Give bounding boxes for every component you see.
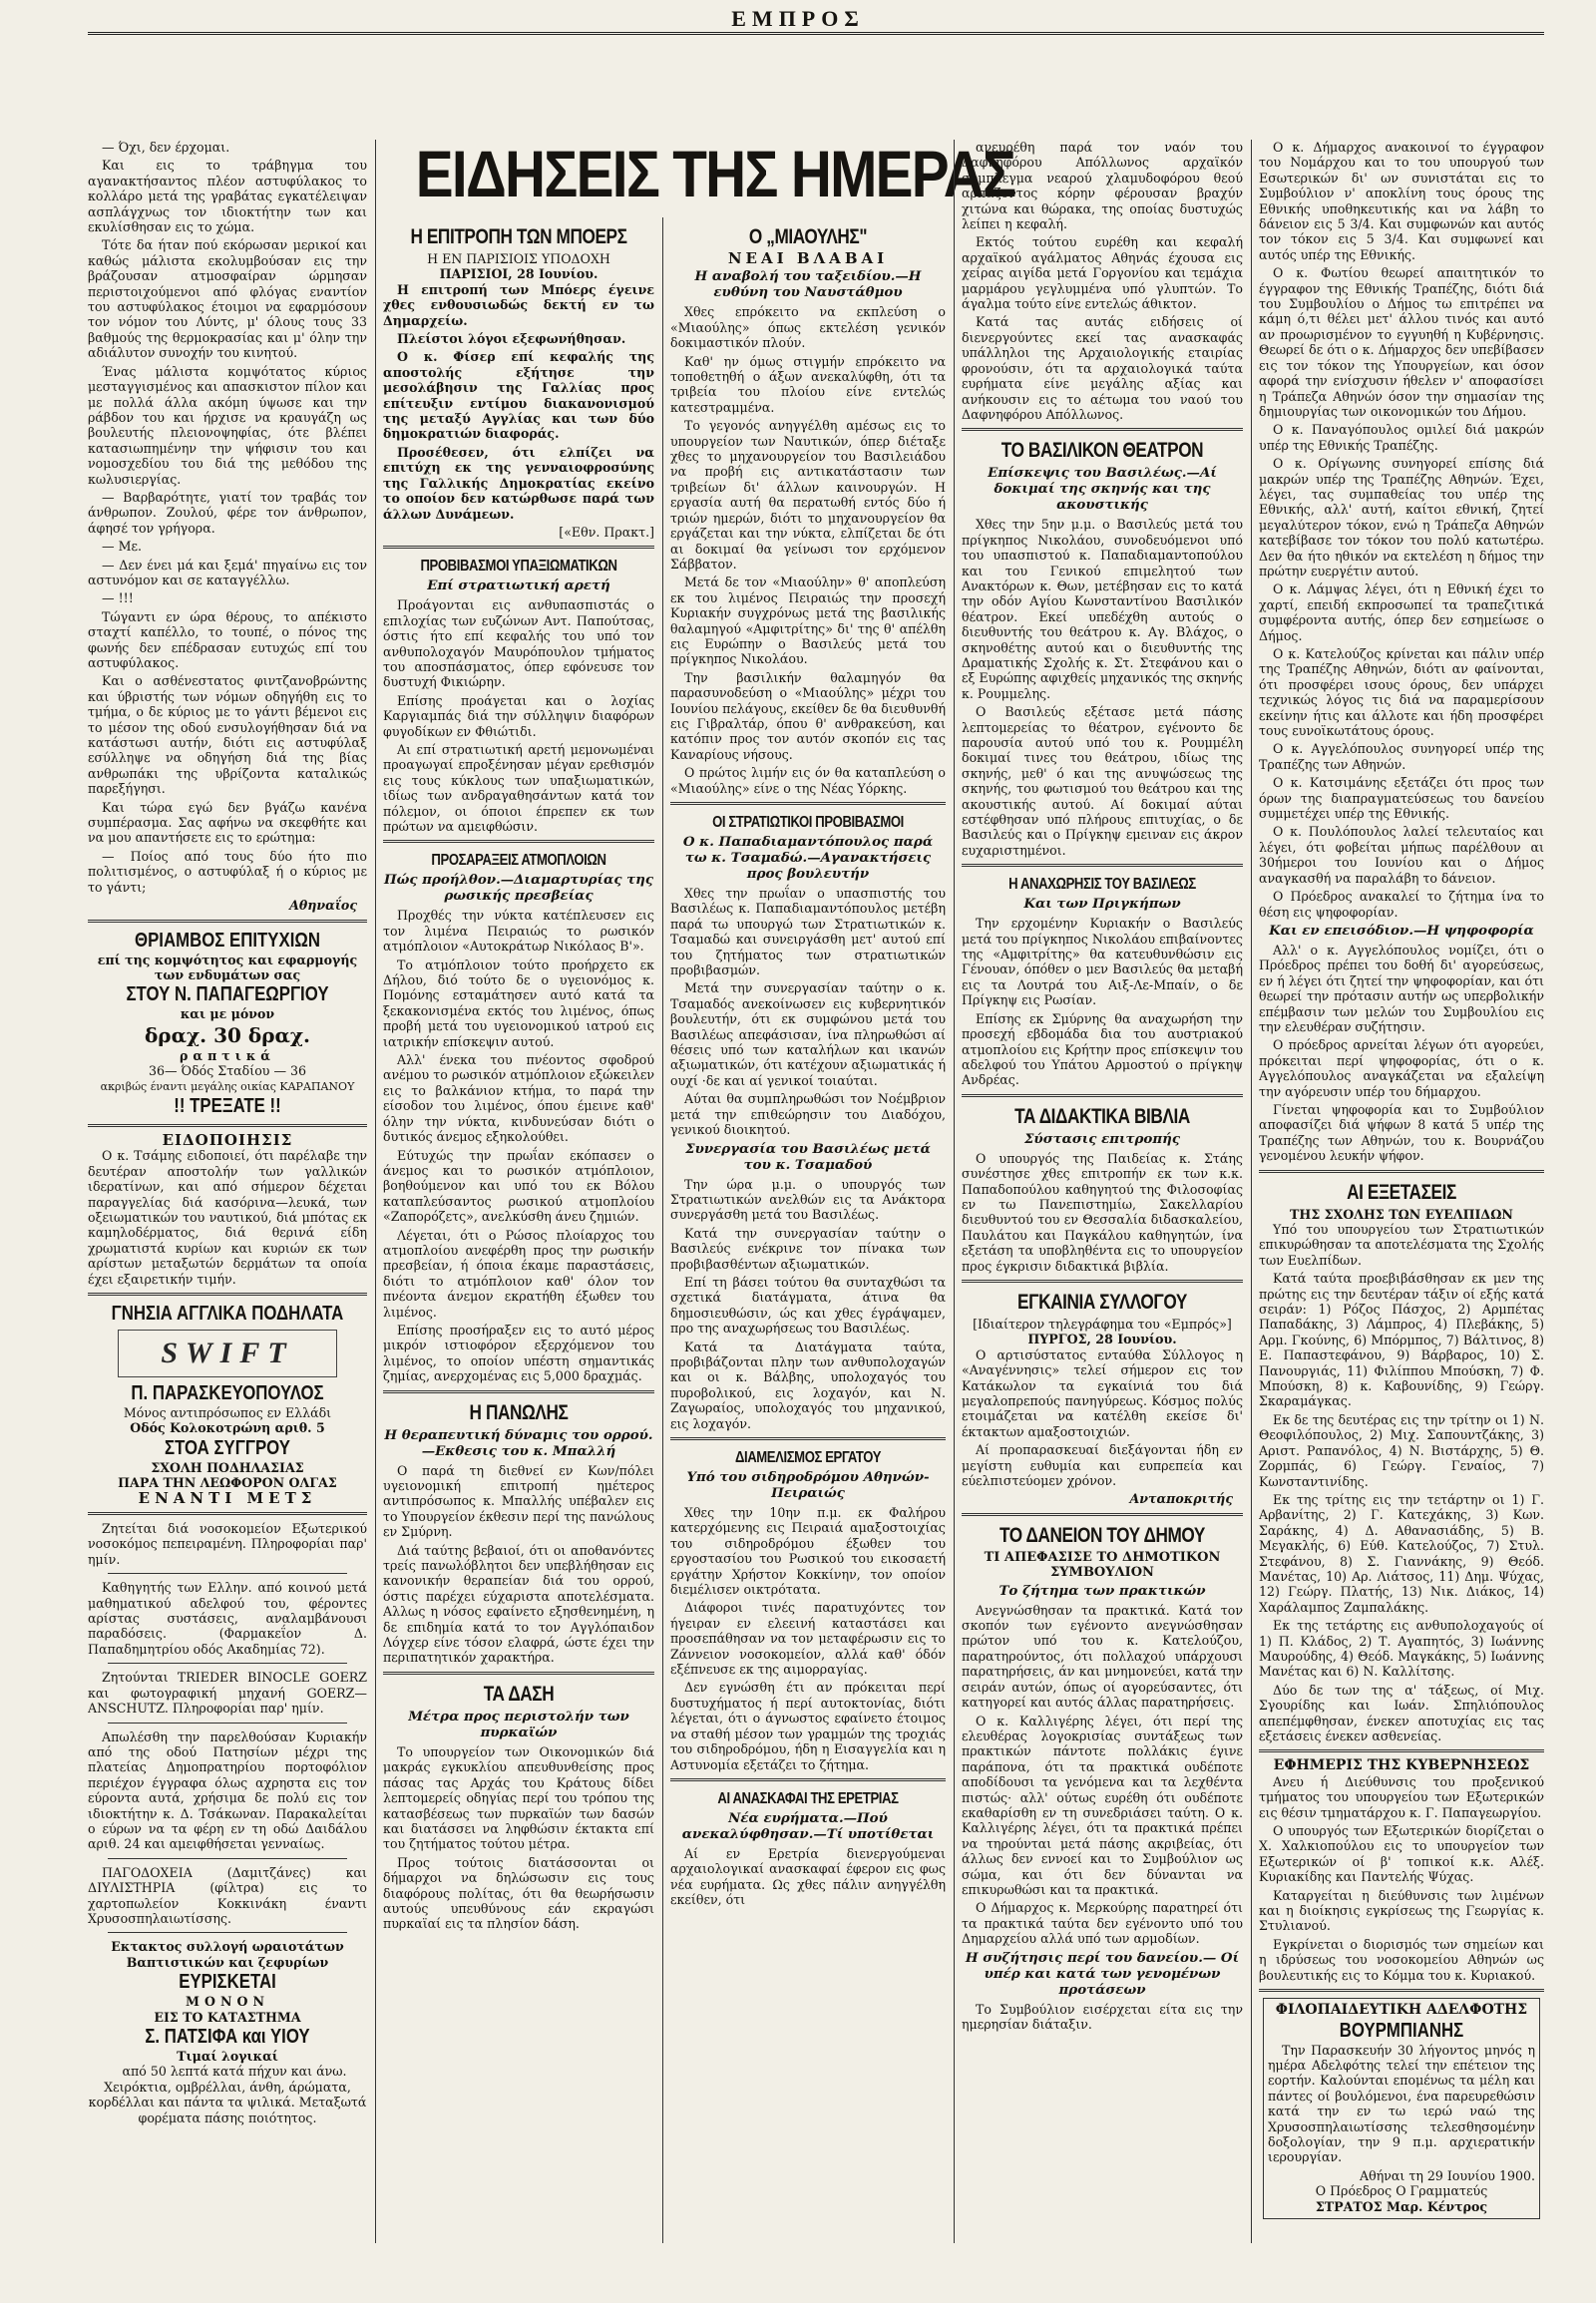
ad-line: Οδός Κολοκοτρώνη αριθ. 5 (130, 1420, 325, 1436)
article-paragraph: — Δεν ένει μά και ξεμά' πηγαίνω εις τον αστυνόμον και σε καταγγέλλω. (88, 557, 367, 587)
article-paragraph: Τότε δα ήταν πού εκόρωσαν μερικοί και καθώς μάλιστα εκολυμβούσαν εις την βράζουσαν ατμοσφαίραν ώρμησαν περιστοιχούμενοι από φλόγας εναντίον του αστυφύλακος έτοιμοι να εφαρμόσουν τον νόμον του Λύντς, μ' όλους τους 33 βαθμούς της θερμοκρασίας και μ' όλην την αδιάλυτον συνοχήν του κινητού. (88, 237, 367, 361)
article-paragraph: Και τώρα εγώ δεν βγάζω κανένα συμπέρασμα. Σας αφήνω να σκεφθήτε και να μου απαντήσετε εις το ερώτημα: (88, 799, 367, 846)
column-2 (383, 217, 654, 2252)
article-paragraph: Εγκρίνεται ο διορισμός των σημείων και η ιδρύσεως του νοσοκομείου Αθηνών ως βουλευτικής εις το Κόμμα του κ. Κυριακού. (1259, 1936, 1544, 1983)
subheadline: Και των Πριγκήπων (1023, 896, 1181, 913)
small-ad: ΜΟΝΟΝ (186, 1994, 269, 2010)
divider (962, 1280, 1243, 1283)
headline-new-damages: ΝΕΑΙ ΒΛΑΒΑΙ (727, 249, 889, 267)
article-paragraph: Και εις το τράβηγμα του αγανακτήσαντος πλέον αστυφύλακος το κολλάρο μετά της γραβάτας εγκατέλειψαν ασπλάγχνως τον ιδιοκτήτην των και εκυλίσθησαν εις το χώμα. (88, 158, 367, 235)
ad-address: 36— Όδός Σταδίου — 36 (148, 1063, 307, 1079)
article-paragraph: Χθες επρόκειτο να εκπλεύση ο «Μιαούλης» όπως εκτελέση γενικόν δοκιμαστικόν πλούν. (670, 304, 946, 351)
article-signature: Ανταποκριτής (1129, 1491, 1233, 1507)
subheadline: Η συζήτησις περί του δανείου.— Οί υπέρ και κατά των γενομένων προτάσεων (965, 1949, 1240, 1998)
article-paragraph: Δεν εγνώσθη έτι αν πρόκειται περί δυστυχήματος ή περί αυτοκτονίας, διότι λέγεται, ότι ο άγνωστος εφαίνετο έτοιμος να σταθή μέσον των γραμμών της τροχιάς του σιδηροδρόμου, ήδη η Εισαγγελία και η Αστυνομία εξετάζει το ζήτημα. (670, 1680, 946, 1772)
divider (108, 1663, 347, 1664)
notice-title: ΦΙΛΟΠΑΙΔΕΥΤΙΚΗ ΑΔΕΛΦΟΤΗΣ (1275, 2002, 1528, 2019)
subheadline: Ο κ. Παπαδιαμαντόπουλος παρά τω κ. Τσαμαδώ.—Αγανακτήσεις προς βουλευτήν (682, 834, 934, 882)
headline-municipal-loan: ΤΟ ΔΑΝΕΙΟΝ ΤΟΥ ΔΗΜΟΥ (999, 1523, 1205, 1547)
article-paragraph: — Ποίος από τους δύο ήτο πιο πολιτισμένος, ο αστυφύλαξ ή ο κύριος με το γάντι; (88, 848, 367, 895)
ad-line: και με μόνον (180, 1006, 275, 1022)
small-ad: Ζητούνται TRIEDER BINOCLE GOERZ και φωτογραφική μηχανή GOERZ—ANSCHUTZ. Πληροφορίαι παρ' ημίν. (88, 1670, 367, 1717)
article-paragraph: — Με. (102, 539, 143, 555)
article-paragraph: Αλλ' ένεκα του πνέοντος σφοδρού ανέμου το ρωσικόν ατμόπλοιον εξώκειλεν εις το βαλκάνιον κτήμα, το παρά την είσοδον του λιμένος, όπου έμεινε καθ' όλην την νύκτα, κινδυνεύσαν διότι ο δυτικός άνεμος εξηκολούθει. (383, 1052, 654, 1145)
headline-military-promotions: ΟΙ ΣΤΡΑΤΙΩΤΙΚΟΙ ΠΡΟΒΙΒΑΣΜΟΙ (712, 814, 904, 831)
article-paragraph: Λέγεται, ότι ο Ρώσος πλοίαρχος του ατμοπλοίου ανεφέρθη προς την ρωσικήν πρεσβείαν, ή όποια έκαμε παραστάσεις, διότι το ατμόπλοιον καθ' όλον τον πνέοντα άνεμον εκρατήθη έξωθεν του λιμένος. (383, 1227, 654, 1320)
headline-textbooks: ΤΑ ΔΙΔΑΚΤΙΚΑ ΒΙΒΛΙΑ (1014, 1104, 1190, 1128)
small-ad: Καθηγητής των Ελλην. από κοινού μετά μαθηματικού αδελφού του, φέροντες αρίστας συστάσεις, αναλαμβάνουσι παραδόσεις. (Φαρμακεΐον Δ. Παπαδημητρίου οδός Ακαδημίας 72). (88, 1580, 367, 1657)
article-paragraph: Μετά την συνεργασίαν ταύτην ο κ. Τσαμαδός ανεκοίνωσεν εις κυβερνητικόν βουλευτήν, ότι εκ συμφώνου μετά του Βασιλέως απεφάσισαν, ίνα πληρωθώσι αί θέσεις υπό των καταλήλων και ικανών αξιωματικών, ότι κατέχουν αξιωματικάς ή ουχί ·δε και αί γενικοί τοιαύται. (670, 980, 946, 1088)
ad-call-to-action: !! ΤΡΕΞΑΤΕ !! (174, 1094, 281, 1117)
masthead (0, 0, 1596, 118)
headline-royal-theatre: ΤΟ ΒΑΣΙΛΙΚΟΝ ΘΕΑΤΡΟΝ (1000, 439, 1204, 463)
swift-logo: SWIFT (118, 1330, 337, 1377)
divider (383, 1390, 654, 1393)
subheadline: Η θεραπευτική δύναμις του ορρού.—Εκθεσις του κ. Μπαλλή (384, 1426, 653, 1459)
article-paragraph: Ο κ. Δήμαρχος ανακοινοί το έγγραφον του Νομάρχου και το του υπουργού των Εσωτερικών δι' ων συνιστάται εις το Συμβούλιον ν' αποκλίνη τους όρους της Εθνικής υποθηκευτικής και να λάβη το δάνειον εις 5 3/4. Και συμφωνών και αυτός τον τόκον εις 5 3/4. Και συμφωνεί και αυτός υπέρ της Εθνικής. (1259, 140, 1544, 262)
subheadline: Η ΕΝ ΠΑΡΙΣΙΟΙΣ ΥΠΟΔΟΧΗ (427, 251, 610, 266)
small-ad: Ζητείται διά νοσοκομείον Εξωτερικού νοσοκόμος πεπειραμένη. Πληροφορίαι παρ' ημίν. (88, 1521, 367, 1567)
article-paragraph: Προάγονται εις ανθυπασπιστάς ο επιλοχίας των ευζώνων Αντ. Παπούτσας, όστις ήτο επί κεφαλής του υπό τον ανθυπολοχαγόν Μαυρόπουλον τμήματος του αποσπάσματος, όπερ εφόνευσε τον δυστυχή Φικιώρην. (383, 597, 654, 690)
column-divider (375, 140, 376, 2243)
article-paragraph: Ο υπουργός των Εξωτερικών διορίζεται ο Χ. Χαλκιοπούλου εις το υπουργείον των Εξωτερικών οί β' τοπικοί κ.κ. Αλέξ. Κυριακίδης και Παντελής Ψύχας. (1259, 1823, 1544, 1885)
article-paragraph: Ο αρτισύστατος ενταύθα Σύλλογος η «Αναγέννησις» τελεί σήμερον εις τον Κατάκωλον τα εγκαίνιά του διά μεγαλοπρεπούς πανηγύρεως. Κόσμος πολύς ετοιμάζεται να κατέλθη εκείσε δι' έκτακτων αμαξοστοιχιών. (962, 1346, 1243, 1439)
article-paragraph: Εκτός τούτου ευρέθη και κεφαλή αρχαϊκού αγάλματος Αθηνάς έχουσα εις χείρας αιγίδα μετά Γοργονίου και τεμάχια μαρμάρου γεγλυμμένα υπό γλυπτών. Το άγαλμα τούτο είνε εντελώς άθικτον. (962, 234, 1243, 312)
divider (962, 1513, 1243, 1516)
article-paragraph: Ο κ. Αγγελόπουλος συνηγορεί υπέρ της Τραπέζης των Αθηνών. (1259, 741, 1544, 772)
article-paragraph: Χθες την πρωΐαν ο υπασπιστής του Βασιλέως κ. Παπαδιαμαντόπουλος μετέβη παρά τω υπουργώ των Στρατιωτικών κ. Τσαμαδώ και συνειργάσθη μετ' αυτού επί του ζητήματος των στρατιωτικών προβιβασμών. (670, 886, 946, 978)
notice-title: ΒΟΥΡΜΠΙΑΝΗΣ (1339, 2019, 1464, 2042)
article-paragraph: Εκ δε της δευτέρας εις την τρίτην οι 1) Ν. Θεοφιλόπουλος, 2) Μιχ. Σαπουντζάκης, 3) Αριστ. Ραπανόλος, 4) Ν. Βιστάρχης, 5) Θ. Ζορμπάς, 6) Γεώργ. Γεναίος, 7) Κωνσταντινίδης. (1259, 1411, 1544, 1489)
article-paragraph: Την ερχομένην Κυριακήν ο Βασιλεύς μετά του πρίγκηπος Νικολάου επιβαίνοντες της «Αμφιτρίτης» θα κατευθυνθώσιν εις Γένουαν, όπόθεν ο μεν Βασιλεύς θα μεταβή εις τα Λουτρά του Αιξ-Λε-Μπαίν, ο δε Πρίγκηψ εις Ρωσίαν. (962, 916, 1243, 1008)
subheadline: Υπό του σιδηροδρόμου Αθηνών-Πειραιώς (686, 1469, 930, 1501)
subheadline: Πώς προήλθον.—Διαμαρτυρίας της ρωσικής πρεσβείας (383, 872, 654, 905)
subheadline: Επί στρατιωτική αρετή (427, 577, 610, 594)
ad-line: ΕΝΑΝΤΙ ΜΕΤΣ (138, 1488, 317, 1507)
article-paragraph: Ο πρόεδρος αρνείται λέγων ότι αγορεύει, πρόκειται περί ψηφοφορίας, ότι ο κ. Αγγελόπουλος αναγκάζεται να εξαλείψη την αγόρευσιν υπέρ του δήμαρχου. (1259, 1037, 1544, 1099)
article-paragraph: Επί τη βάσει τούτου θα συνταχθώσι τα σχετικά διατάγματα, άτινα θα δημοσιευθώσιν, ώς και χθες έγράψαμεν, προ της αναχωρήσεως του Βασιλέως. (670, 1274, 946, 1337)
article-paragraph: Αύται θα συμπληρωθώσι τον Νοέμβριον μετά την επιθεώρησιν του Διαδόχου, γενικού διοικητού. (670, 1091, 946, 1138)
notice-names: ΣΤΡΑΤΟΣ Μαρ. Κέντρος (1315, 2198, 1488, 2214)
divider (962, 428, 1243, 431)
article-paragraph: Μετά δε τον «Μιαούλην» θ' αποπλεύση εκ του λιμένος Πειραιώς την προσεχή Κυριακήν συγχρόνως μετά της βασιλικής θαλαμηγού «Αμφιτρίτης» δι' της θ' απέλθη εις Ευρώπην ο Βασιλεύς μετά του πρίγκηπος Νικολάου. (670, 575, 946, 667)
column-3 (670, 217, 946, 2252)
ad-name: Π. ΠΑΡΑΣΚΕΥΟΠΟΥΛΟΣ (131, 1382, 324, 1404)
headline-forests: ΤΑ ΔΑΣΗ (483, 1682, 555, 1706)
article-paragraph: Προσέθεσεν, ότι ελπίζει να επιτύχη εκ της γενναιοφροσύνης της Γαλλικής Δημοκρατίας εκείνο το οποίον δεν κατώρθωσε παρά των άλλων Δυνάμεων. (383, 444, 654, 522)
headline-plague: Η ΠΑΝΩΛΗΣ (469, 1400, 569, 1424)
article-paragraph: Αί εν Ερετρία διενεργούμεναι αρχαιολογικαί ανασκαφαί έφερον εις φως νέα ευρήματα. Ως χθες πάλιν ανηγγέλθη εκείθεν, ότι (670, 1845, 946, 1908)
small-ad: Απωλέσθη την παρελθούσαν Κυριακήν από της οδού Πατησίων μέχρι της πλατείας Δημοπρατηρίου πορτοφόλιον περιέχον έγγραφα όλως αχρηστα εις τον εύροντα αυτά, χρήσιμα δε πολύ εις τον ιδιοκτήτην κ. Δ. Τσάκωναν. Παρακαλείται ο εύρων να τα φέρη εν τη οδώ Δαιδάλου αριθ. 24 και αμειφθήσεται γενναίως. (88, 1728, 367, 1852)
article-paragraph: Ο κ. Ορίγωνης συνηγορεί επίσης διά μακρών υπέρ της Τραπέζης Αθηνών. Έχει, λέγει, τας συμπαθείας του υπέρ της Εθνικής, αλλ' αυτή, καίτοι εθνική, ζητεί μεγαλύτερον τόκον, ενώ η Τράπεζα Αθηνών κατεβίβασε τον τόκον του πολύ κατωτέρω. Δεν θα ήτο ηθικόν να εκτελέση η δήμος την πρώτην ευεργέτιν αυτού. (1259, 456, 1544, 578)
article-paragraph: Προς τούτοις διατάσσονται οι δήμαρχοι να δηλώσωσιν εις τους διαφόρους πολίτας, ότι θα θεωρήσωσιν αυτούς υπευθύνους εάν εκραγώσι πυρκαϊαί εις τα πλησίον δάση. (383, 1854, 654, 1932)
divider (962, 1094, 1243, 1097)
article-paragraph: Ο κ. Παναγόπουλος ομιλεί διά μακρών υπέρ της Εθνικής Τραπέζης. (1259, 422, 1544, 453)
divider (88, 920, 367, 923)
notice-date: Αθήναι τη 29 Ιουνίου 1900. (1360, 2167, 1535, 2183)
article-paragraph: — Βαρβαρότητε, γιατί τον τραβάς τον άνθρωπον. Ζουλού, φέρε τον άνθρωπον, άφησέ τον γρήγορα. (88, 489, 367, 536)
ad-line: ΣΤΟΥ Ν. ΠΑΠΑΓΕΩΡΓΙΟΥ (126, 983, 329, 1006)
article-paragraph: Το Συμβούλιον εισέρχεται είτα εις την ημερησίαν διάταξιν. (962, 2001, 1243, 2032)
ad-line: ραπτικά (180, 1047, 275, 1063)
column-5 (1259, 140, 1544, 2254)
article-paragraph: Επίσης προσήραξεν εις το αυτό μέρος μικρόν ιστιοφόρον εξερχόμενον του λιμένος, το οποίον υπέστη σημαντικάς ζημίας, ανερχομένας εις 5,000 δραχμάς. (383, 1322, 654, 1384)
ad-line: Μόνος αντιπρόσωπος εν Ελλάδι (123, 1405, 332, 1420)
article-paragraph: Διά ταύτης βεβαιοί, ότι οι αποθανόντες τρείς πανωλόβλητοι δεν υπεβλήθησαν εις κανονικήν θεραπείαν διά του ορρού, όστις παρέχει εύχαριστα αποτελέσματα. Αλλως η νόσος εφαίνετο εξησθενημένη, η δε επιδημία κατά το τον Αγγλόπαιδον Λόγχερ είνε τόσον ελαφρά, ώστε έχει την περιπατητικόν χαρακτήρα. (383, 1542, 654, 1666)
column-divider (1251, 140, 1252, 2243)
advertisement-notice (88, 1130, 367, 1287)
headline-boers: Η ΕΠΙΤΡΟΠΗ ΤΩΝ ΜΠΟΕΡΣ (410, 225, 627, 248)
article-paragraph: ανευρέθη παρά τον ναόν του Δαφνηφόρου Απόλλωνος αρχαϊκόν σύμπλεγμα νεαρού χλαμυδοφόρου θεού αρπάζοντος κόρην φέρουσαν βραχύν χιτώνα και θώρακα, της οποίας δυστυχώς λείπει η κεφαλή. (962, 140, 1243, 232)
article-paragraph: Εύτυχώς την πρωΐαν εκόπασεν ο άνεμος και το ρωσικόν ατμόπλοιον, βοηθούμενον και υπό του εκ Βόλου καταπλεύσαντος ρωσικού ατμοπλοίου «Ζαπορόζετς», ανελκύσθη άνευ ζημιών. (383, 1147, 654, 1225)
divider (1259, 1170, 1544, 1173)
article-paragraph: Εκ της τρίτης εις την τετάρτην οι 1) Γ. Αρβανίτης, 2) Γ. Κατεχάκης, 3) Κων. Σαράκης, 4) Δ. Αθανασιάδης, 5) Β. Μεγακλής, 6) Εύθ. Κατελούζος, 7) Στυλ. Στεφάνου, 8) Σ. Γιαννάκης, 9) Θεόδ. Μανέτας, 10) Αρ. Λιάτσος, 11) Δημ. Ψύχας, 12) Γεώργ. Πλατής, 13) Νικ. Διάκος, 14) Χαράλαμπος Ζαμπαλάκης. (1259, 1491, 1544, 1615)
article-paragraph: Εκ της τετάρτης εις ανθυπολοχαγούς οί 1) Π. Κλάδος, 2) Τ. Αγαπητός, 3) Ιωάννης Μαυρούδης, 4) Θεόδ. Μαγκάκης, 5) Ιωάννης Μανέτας και 6) Ν. Καλλίτσης. (1259, 1618, 1544, 1680)
column-divider (954, 140, 955, 2243)
ad-line: ΠΑΡΑ ΤΗΝ ΛΕΩΦΟΡΟΝ ΟΛΓΑΣ (118, 1475, 337, 1491)
headline-king-departure: Η ΑΝΑΧΩΡΗΣΙΣ ΤΟΥ ΒΑΣΙΛΕΩΣ (1008, 876, 1196, 894)
subheadline: Το ζήτημα των πρακτικών (998, 1582, 1206, 1599)
ad-title: ΘΡΙΑΜΒΟΣ ΕΠΙΤΥΧΙΩΝ (135, 929, 320, 952)
article-paragraph: Προχθές την νύκτα κατέπλευσεν εις τον λιμένα Πειραιώς το ρωσικόν ατμόπλοιον «Αυτοκράτωρ Νικόλαος Β'». (383, 908, 654, 955)
article-paragraph: Ο κ. Φωτίου θεωρεί απαιτητικόν το έγγραφον της Εθνικής Τραπέζης, διότι διά του Συμβουλίου ο Δήμος τω επιτρέπει να κάμη ό,τι θέλει μετ' άλλου τινός και αυτό αν προωρισμένον το εγγυηθή η Κυβέρνησις. Θεωρεί δε ότι ο κ. Δήμαρχος δεν υπεβίβασεν εις τον τόκον της Υπουργείων, και όσον αφορά την ενίσχυσιν ήθελεν ν' αποφασίσει η Τράπεζα Αθηνών όσον την σημασίαν της δημιουργίας των οικονομικών του Δήμου. (1259, 265, 1544, 419)
article-paragraph: Γίνεται ψηφοφορία και το Συμβούλιον αποφασίζει διά ψήφων 8 κατά 5 υπέρ της Τραπέζης των Αθηνών, του κ. Βουρνάζου γενομένου λευκήν ψήφον. (1259, 1101, 1544, 1164)
article-paragraph: Δύο δε των της α' τάξεως, οί Μιχ. Σγουρίδης και Ιωάν. Σπηλιόπουλος απεπέμφθησαν, ένεκεν αποτυχίας εις τας εξετάσεις ένεκεν ασθενείας. (1259, 1682, 1544, 1743)
article-paragraph: — !!! (102, 590, 134, 606)
headline-society-opening: ΕΓΚΑΙΝΙΑ ΣΥΛΛΟΓΟΥ (1017, 1290, 1187, 1314)
article-paragraph: Αι επί στρατιωτική αρετή μεμονωμέναι προαγωγαί επροξένησαν μέγαν ερεθισμόν εις τους κύκλους των υπαξιωματικών, ιδίως των ανδραγαθησάντων κατά τον πόλεμον, οι όποιοι έπρεπεν εκ των πρώτων να αμειφθώσιν. (383, 741, 654, 834)
small-ad: ΕΥΡΙΣΚΕΤΑΙ (179, 1971, 276, 1994)
small-ad: Σ. ΠΑΤΣΙΦΑ και ΥΙΟΥ (145, 2026, 310, 2048)
divider (962, 864, 1243, 867)
divider (1259, 1749, 1544, 1752)
article-paragraph: Ανευ ή Διεύθυνσις του προξενικού τμήματος του υπουργείου των Εξωτερικών εις θέσιν τμηματάρχου κ. Γ. Παπαγεωργίου. (1259, 1773, 1544, 1820)
subheadline: Σύστασις επιτροπής (1023, 1130, 1181, 1147)
article-paragraph: Ο παρά τη διεθνεί εν Κων/πόλει υγειονομική επιτροπή ημέτερος αντιπρόσωπος κ. Μπαλλής υπέβαλεν εις το Υπουργείον έκθεσιν περί της πανώλους εν Σμύρνη. (383, 1462, 654, 1540)
article-paragraph: Και ο ασθένεστατος φιντζανοβρώντης και ύβριστής των νόμων οδηγήθη εις το τμήμα, ο δε κύριος με το γάντι βέμενοι εις το μέσον της οδού ενσυλογήθησαν διά να κατάστωσι αυτήν, διότι εις αστυφύλαξ εσύλληψε να οδηγήση διά της βίας ανθρωπάκι της υβρίζοντα καταλικώς παρεξήγησι. (88, 673, 367, 797)
article-paragraph: Καταργείται η διεύθυνσις των λιμένων και η διοίκησις εγκρίσεως της Γεωργίας κ. Στυλιανού. (1259, 1887, 1544, 1934)
article-paragraph: Ο κ. Κατελούζος κρίνεται και πάλιν υπέρ της Τραπέζης Αθηνών, διότι αν φαίνονται, ότι προσφέρει ισους όρους, δεν υπάρχει τεχνικώς λόγος τις διά να παραμερίσουν εκείνην ήτις και άλλοτε και ήδη προσφέρει τους ευνοϊκωτάτους όρους. (1259, 646, 1544, 739)
advertisement-bicycles (88, 1302, 367, 1506)
notice-signatories: Ο Πρόεδρος Ο Γραμματεύς (1315, 2183, 1488, 2199)
divider (383, 840, 654, 843)
article-paragraph: Τώγαντι εν ώρα θέρους, το απέκιστο σταχτί καπέλλο, το τουπέ, ο πόνος της φωνής δεν επέδρασαν ευτυχώς επί του αστυφύλακος. (88, 608, 367, 670)
news-agency-credit: [«Εθν. Πρακτ.] (559, 524, 654, 540)
article-paragraph: Την ώρα μ.μ. ο υπουργός των Στρατιωτικών ανελθών εις τα Ανάκτορα συνεργάσθη μετά του Βασιλέως. (670, 1176, 946, 1223)
article-paragraph: Αί προπαρασκευαί διεξάγονται ήδη εν μεγίστη ευθυμία και ευπρεπεία και εύελπιστεύομεν χρόνον. (962, 1442, 1243, 1489)
headline-worker: ΔΙΑΜΕΛΙΣΜΟΣ ΕΡΓΑΤΟΥ (734, 1449, 882, 1466)
ad-line: επί της κομψότητος και εφαρμογής των ενδυμάτων σας (97, 952, 358, 982)
article-paragraph: Χθες την 10ην π.μ. εκ Φαλήρου κατερχόμενης εις Πειραιά αμαξοστοιχίας του σιδηροδρόμου έξωθεν του εργοστασίου του Ρωσικού του εικοσαετή εργάτην Χρήστον Κοκκίνην, τον οποίον διεμέλισεν οικτρότατα. (670, 1505, 946, 1598)
small-ad: Εκτακτος συλλογή ωραιοτάτων Βαπτιστικών και ζεφυρίων (111, 1939, 344, 1970)
article-paragraph: Επίσης εκ Σμύρνης θα αναχωρήση την προσεχή εβδομάδα δια του αυστριακού ατμοπλοίου εις Κρήτην προς επίσκεψιν του αδελφού του Υπάτου Αρμοστού ο πρίγκηψ Ανδρέας. (962, 1010, 1243, 1088)
small-ad: ΕΙΣ ΤΟ ΚΑΤΑΣΤΗΜΑ (154, 2009, 301, 2025)
article-paragraph: Ο υπουργός της Παιδείας κ. Στάης συνέστησε χθες επιτροπήν εκ των κ.κ. Παπαδοπούλου καθηγητού της Φιλοσοφίας εν τω Πανεπιστημίω, Σακελλαρίου διευθυντού του εν Θεσσαλία διδασκαλείου, Παυλάτου και Παγκάλου καθηγητών, ίνα εξετάση τα υποβληθέντα εις το υπουργείον προς έγκρισιν διδακτικά βιβλία. (962, 1150, 1243, 1274)
article-paragraph: Χθες την 5ην μ.μ. ο Βασιλεύς μετά του πρίγκηπος Νικολάου, συνοδευόμενοι υπό του υπασπιστού κ. Παπαδιαμαντοπούλου και του Γενικού επιμελητού των Ανακτόρων κ. Θων, μετέβησαν εις το κατά την οδόν Αγίου Κωνσταντίνου Βασιλικόν θέατρον. Εκεί υπεδέχθη αυτούς ο διευθυντής του θεάτρου κ. Αγ. Βλάχος, ο σκηνοθέτης αυτού και ο διευθυντής της Δραματικής Σχολής κ. Στ. Στεφάνου και ο εξ Ευρώπης αφιχθείς μηχανικός της σκηνής κ. Ρουμμελης. (962, 517, 1243, 701)
article-paragraph: Ο πρώτος λιμήν εις όν θα καταπλεύση ο «Μιαούλης» είνε ο της Νέας Υόρκης. (670, 765, 946, 796)
article-paragraph: — Όχι, δεν έρχομαι. (102, 140, 230, 155)
article-paragraph: Κατά τας αυτάς ειδήσεις οί διενεργούντες εκεί τας ανασκαφάς υπάλληλοι της Αρχαιολογικής εταιρίας φρονούσιν, ότι τα αρχαιολογικά ταύτα ευρήματα είνε μεγάλης αξίας και ανήκουσιν εις το αέτωμα του ναού του Δαφνηφόρου Απόλλωνος. (962, 314, 1243, 422)
divider (108, 1932, 347, 1933)
divider (108, 1573, 347, 1574)
subheadline: Συνεργασία του Βασιλέως μετά του κ. Τσαμαδού (685, 1140, 931, 1173)
notice-text: Την Παρασκευήν 30 λήγοντος μηνός η ημέρα Αδελφότης τελεί την επέτειον της εορτήν. Καλούνται επομένως τα μέλη και πάντες οί βουλόμενοι, ένα παρευρεθώσιν κατά την εν τω ιερώ ναώ της Χρυσοσπηλαιωτίσσης τελεσθησομένην δοξολογίαν, την 9 π.μ. αρχιερατικήν ιερουργίαν. (1268, 2042, 1535, 2165)
top-rule (88, 32, 1544, 35)
divider (88, 1293, 367, 1296)
article-signature: Αθηναΐος (289, 898, 357, 914)
article-paragraph: Ο Δήμαρχος κ. Μερκούρης παρατηρεί ότι τα πρακτικά ταύτα δεν εγένοντο υπό του Δημαρχείου αλλά υπό των αρμοδίων. (962, 1900, 1243, 1947)
column-divider (662, 217, 663, 2243)
small-ad: Τιμαί λογικαί (177, 2049, 278, 2064)
article-paragraph: Διάφοροι τινές παρατυχόντες τον ήγειραν εν ελεεινή καταστάσει και προσεπάθησαν να τον μεταφέρωσιν εις το Ζάννειον νοσοκομείον, αλλά καθ' όδόν εξέπνευσε εκ της αιμορραγίας. (670, 1600, 946, 1678)
ad-price: δραχ. 30 δραχ. (144, 1022, 311, 1047)
article-paragraph: Επίσης προάγεται και ο λοχίας Καργιαμπάς διά την σύλληψιν διαφόρων φυγοδίκων εν Φθιώτιδι. (383, 692, 654, 739)
article-paragraph: Αλλ' ο κ. Αγγελόπουλος νομίζει, ότι ο Πρόεδρος πρέπει του δοθή δι' αγορεύσεως, εν ή λέγει ότι ζητεί την ψηφοφορίαν, και ότι θεωρεί την πρότασιν αυτήν ως υπερβολικήν επέμβασιν των μελών του Συμβουλίου εις την ελευθέραν συζήτησιν. (1259, 942, 1544, 1034)
headline-exams-school: ΤΗΣ ΣΧΟΛΗΣ ΤΩΝ ΕΥΕΛΠΙΔΩΝ (1290, 1206, 1513, 1222)
divider (108, 1858, 347, 1859)
ad-title: ΕΙΔΟΠΟΙΗΣΙΣ (162, 1130, 293, 1149)
ad-line: ΣΧΟΛΗ ΠΟΔΗΛΑΣΙΑΣ (151, 1459, 304, 1475)
article-paragraph: Ο Βασιλεύς εξέτασε μετά πάσης λεπτομερείας το θέατρον, εγένοντο δε παρουσία αυτού υπό του κ. Ρουμμέλη δοκιμαί τινες του θεάτρου, ιδίως της σκηνής, μεθ' ό και της ανυψώσεως της σκηνής, του φωτισμού του θεάτρου και της ακουστικής αυτού. Αί δοκιμαί αύται εστέφθησαν υπό πλήρους επιτυχίας, ο δε Βασιλεύς και ο Πρίγκηψ εμειναν εις άκρον ευχαριστημένοι. (962, 704, 1243, 858)
front-banner-headline: ΕΙΔΗΣΕΙΣ ΤΗΣ ΗΜΕΡΑΣ (415, 137, 1015, 210)
divider (88, 1124, 367, 1127)
article-paragraph: Ο Πρόεδρος ανακαλεί το ζήτημα ίνα το θέση εις ψηφοφορίαν. (1259, 889, 1544, 920)
divider (88, 1512, 367, 1515)
headline-groundings: ΠΡΟΣΑΡΑΞΕΙΣ ΑΤΜΟΠΛΟΙΩΝ (431, 852, 606, 870)
subheadline: Η αναβολή του ταξειδίου.—Η ευθύνη του Ναυστάθμου (694, 268, 922, 301)
article-paragraph: Κατά τα Διατάγματα ταύτα, προβιβάζονται πλην των ανθυπολοχαγών και οι κ. Βάλβης, υπολοχαγός του πυροβολικού, εις λοχαγόν, και Ν. Ζαγωραίος, υπολοχαγός του μηχανικού, εις λοχαγόν. (670, 1339, 946, 1431)
small-ad: από 50 λεπτά κατά πήχυν και άνω. Χειρόκτια, ομβρέλλαι, άνθη, άρώματα, κορδέλλαι και πάντα τα ψιλικά. Μεταξωτά φορέματα πάσης ποιότητος. (88, 2064, 367, 2125)
article-paragraph: Το ατμόπλοιον τούτο προήρχετο εκ Δήλου, διό τούτο δε ο υγειονόμος κ. Πομόνης εσταμάτησεν αυτό κατά τα ξεκακονισμένα εκτός του λιμένος, όπως προβή μετά του υγειονομικού ιατρού εις ιατρικήν επίσκεψιν αυτού. (383, 957, 654, 1049)
divider (108, 1723, 347, 1724)
headline-miaoulis: Ο „ΜΙΑΟΥΛΗΣ" (748, 225, 868, 248)
headline-promotions: ΠΡΟΒΙΒΑΣΜΟΙ ΥΠΑΞΙΩΜΑΤΙΚΩΝ (420, 558, 617, 576)
subheadline: Νέα ευρήματα.—Πού ανεκαλύφθησαν.—Τί υποτίθεται (681, 1809, 935, 1842)
article-paragraph: Ο κ. Φίσερ επί κεφαλής της αποστολής εξήτησε την μεσολάβησιν της Γαλλίας προς επίτευξιν εντίμου διακανονισμού της μεταξύ Αγγλίας και των δύο δημοκρατιών διαφοράς. (383, 349, 654, 442)
article-paragraph: Υπό του υπουργείου των Στρατιωτικών επικυρώθησαν τα αποτελέσματα της Σχολής των Ευελπίδων. (1259, 1222, 1544, 1268)
article-paragraph: Ανεγνώσθησαν τα πρακτικά. Κατά τον σκοπόν των εγένοντο ανεγνώσθησαν πρώτον υπό του κ. Κατελούζου, παρατηρούντος, ότι πολλαχού υπάρχουσι παρατηρήσεις, άν και μνημονεύει, κατά την σειράν αυτών, όπως οί αγορεύσαντες, ότι κατηγορεί και αυτός άλλας παρατηρήσεις. (962, 1602, 1243, 1711)
ad-line: ΣΤΟΑ ΣΥΓΓΡΟΥ (165, 1436, 290, 1459)
notice-brotherhood (1263, 1998, 1540, 2219)
article-paragraph: Η επιτροπή των Μπόερς έγεινε χθες ενθουσιωδώς δεκτή εν τω Δημαρχείω. (383, 281, 654, 328)
article-paragraph: Το γεγονός ανηγγέλθη αμέσως εις το υπουργείον των Ναυτικών, όπερ διέταξε χθες το μηχανουργείον του Βασιλειάδου να προβή εις αντικατάστασιν των τριβείων δι' άλλων καινουργών. Η εργασία αυτή θα περατωθή εντός δύο ή τριών ημερών, διότι το μηχανουργείον θα εργάζεται και την νύκτα, ελπίζεται δε ότι αι δοκιμαί θα γείνωσι τον ερχόμενον Σάββατον. (670, 418, 946, 572)
article-paragraph: Ο κ. Καλλιγέρης λέγει, ότι περί της ελευθέρας λογοκρισίας συντάξεως των πρακτικών πάντοτε πολλάκις έγινε παράπονα, ότι τα πρακτικά ουδέποτε αποδίδουσι τα γενόμενα και τα λεχθέντα πιστώς· αλλ' ούτως ευρέθη ότι ουδέποτε εκαθαρίσθη εν τη συνεδριάσει ταύτη. Ο κ. Καλλιγέρης λέγει, ότι τα πρακτικά πρέπει να τηρούνται μετά πάσης ακριβείας, ότι άλλως δεν εννοεί και το Συμβούλιον ως σώμα, και ότι δεν δύνανται να επικυρωθώσι και τα πρακτικά. (962, 1713, 1243, 1897)
article-paragraph: Καθ' ην όμως στιγμήν επρόκειτο να τοποθετηθή ο άξων ανεκαλύφθη, ότι τα τριβεία του πλοίου είνε εντελώς κατεστραμμένα. (670, 353, 946, 415)
newspaper-name: ΕΜΠΡΟΣ (731, 6, 865, 31)
column-1 (88, 140, 367, 2254)
small-ad: ΠΑΓΟΔΟΧΕΙΑ (Δαμιτζάνες) και ΔΙΥΛΙΣΤΗΡΙΑ (φίλτρα) εις το χαρτοπωλείον Κοκκινάκη έναντι Χρυσοσπηλαιωτίσσης. (88, 1864, 367, 1926)
article-paragraph: Ο κ. Κατσιμάνης εξετάζει ότι προς των όρων της διαπραγματεύσεως του δανείου συμμετέχει υπέρ της Εθνικής. (1259, 775, 1544, 822)
headline-exams: ΑΙ ΕΞΕΤΑΣΕΙΣ (1347, 1180, 1456, 1204)
ad-text: Ο κ. Τσάμης ειδοποιεί, ότι παρέλαβε την δευτέραν αποστολήν των γαλλικών ιδερατίνων, και από σήμερον δέχεται παραγγελίας διά κασόρινα—λευκά, των οξειωματικών του ναυτικού, διά μπότας εκ καμηλοδέρματος, διά θερινά είδη χρωματιστά κυρίων και κυριών εκ των αρίστων μεταξωτών δερμάτων τα οποία έχει εξαιρετικήν τιμήν. (88, 1148, 367, 1287)
article-paragraph: Ένας μάλιστα κομψότατος κύριος μεσταγγισμένος και απασκιστον πίλον και με πολλά άλλα ακόμη ύψωσε και την ράβδον του και ήρχισε να κραυγάζη ως βουλευτής πλειονοψηφίας, ότε βλέπει κατασιωπημένην την ψήφισιν του και νομοσχεδίου του διά της μεθόδου της κωλυσιεργίας. (88, 363, 367, 487)
article-paragraph: Κατά ταύτα προεβιβάσθησαν εκ μεν της πρώτης εις την δευτέραν τάξιν οί εξής κατά σειράν: 1) Ρόζος Πάσχος, 2) Αρμπέτας Παπαδάκης, 3) Λάμπρος, 4) Πλεβάκης, 5) Αρμ. Γκούνης, 6) Μπόρμπος, 7) Βάλτινος, 8) Ε. Παπαστεφάνου, 9) Βάρβαρος, 10) Σ. Πανουργιάς, 11) Φιλίππου Μπούσκη, 7) Φ. Μπούσκη, 8) κ. Καβουνίδης, 9) Γεώργ. Σκαραμάγκας. (1259, 1271, 1544, 1409)
divider (670, 802, 946, 805)
divider (383, 1672, 654, 1675)
article-paragraph: Ο κ. Πουλόπουλος λαλεί τελευταίος και λέγει, ότι φοβείται μήπως παρέλθουν αι 30ήμεροι του Ιουνίου και ο Δήμος αναγκασθή να παραλάβη το δάνειον. (1259, 824, 1544, 886)
subheadline: [Ιδιαίτερον τηλεγράφημα του «Εμπρός»] (973, 1316, 1232, 1332)
column-4 (962, 140, 1243, 2254)
article-paragraph: Το υπουργείον των Οικονομικών διά μακράς εγκυκλίου απευθυνθείσης προς πάσας τας Αρχάς του Κράτους δίδει λεπτομερείς οδηγίας περί του τρόπου της κατασβέσεως των πυρκαϊών των δασών και διατάσσει να ληφθώσιν έκτακτα επί του ζητήματος τούτου μέτρα. (383, 1743, 654, 1852)
ad-address: ακριβώς έναντι μεγάλης οικίας ΚΑΡΑΠΑΝΟΥ (100, 1079, 355, 1093)
ad-title: ΓΝΗΣΙΑ ΑΓΓΛΙΚΑ ΠΟΔΗΛΑΤΑ (111, 1303, 344, 1325)
advertisement-tailor (88, 929, 367, 1118)
article-paragraph: Ο κ. Λάμψας λέγει, ότι η Εθνική έχει το χαρτί, επειδή εκπροσωπεί τα τραπεζιτικά συμφέροντα αυτής, όπερ δεν εσημείωσε ο Δήμος. (1259, 581, 1544, 643)
article-paragraph: Πλείστοι λόγοι εξεφωνήθησαν. (397, 331, 626, 347)
headline-eretria: ΑΙ ΑΝΑΣΚΑΦΑΙ ΤΗΣ ΕΡΕΤΡΙΑΣ (717, 1789, 899, 1807)
subheadline: ΤΙ ΑΠΕΦΑΣΙΣΕ ΤΟ ΔΗΜΟΤΙΚΟΝ ΣΥΜΒΟΥΛΙΟΝ (984, 1549, 1221, 1581)
divider (1259, 1989, 1544, 1992)
subheadline: Επίσκεψις του Βασιλέως.—Αί δοκιμαί της σκηνής και της ακουστικής (988, 465, 1217, 514)
dateline: ΠΑΡΙΣΙΟΙ, 28 Ιουνίου. (439, 266, 598, 282)
subheadline: Μέτρα προς περιστολήν των πυρκαϊών (408, 1708, 629, 1740)
divider (670, 1778, 946, 1781)
divider (383, 546, 654, 549)
article-paragraph: Την βασιλικήν θαλαμηγόν θα παρασυνοδεύση ο «Μιαούλης» μέχρι του Ιουνίου πελάγους, εκείθεν δε θα διευθυνθή εις Γιβραλτάρ, όπου θ' ανθρακεύση, και κατόπιν προς τον αυτόν σκοπόν εις τας Καναρίους νήσους. (670, 669, 946, 762)
divider (670, 1437, 946, 1440)
dateline: ΠΥΡΓΟΣ, 28 Ιουνίου. (1027, 1332, 1177, 1347)
article-paragraph: Κατά την συνεργασίαν ταύτην ο Βασιλεύς ενέκρινε τον πίνακα των προβιβασθέντων αξιωματικών. (670, 1225, 946, 1272)
subheadline: Και εν επεισόδιον.—Η ψηφοφορία (1269, 922, 1534, 939)
headline-gazette: ΕΦΗΜΕΡΙΣ ΤΗΣ ΚΥΒΕΡΝΗΣΕΩΣ (1273, 1757, 1530, 1774)
